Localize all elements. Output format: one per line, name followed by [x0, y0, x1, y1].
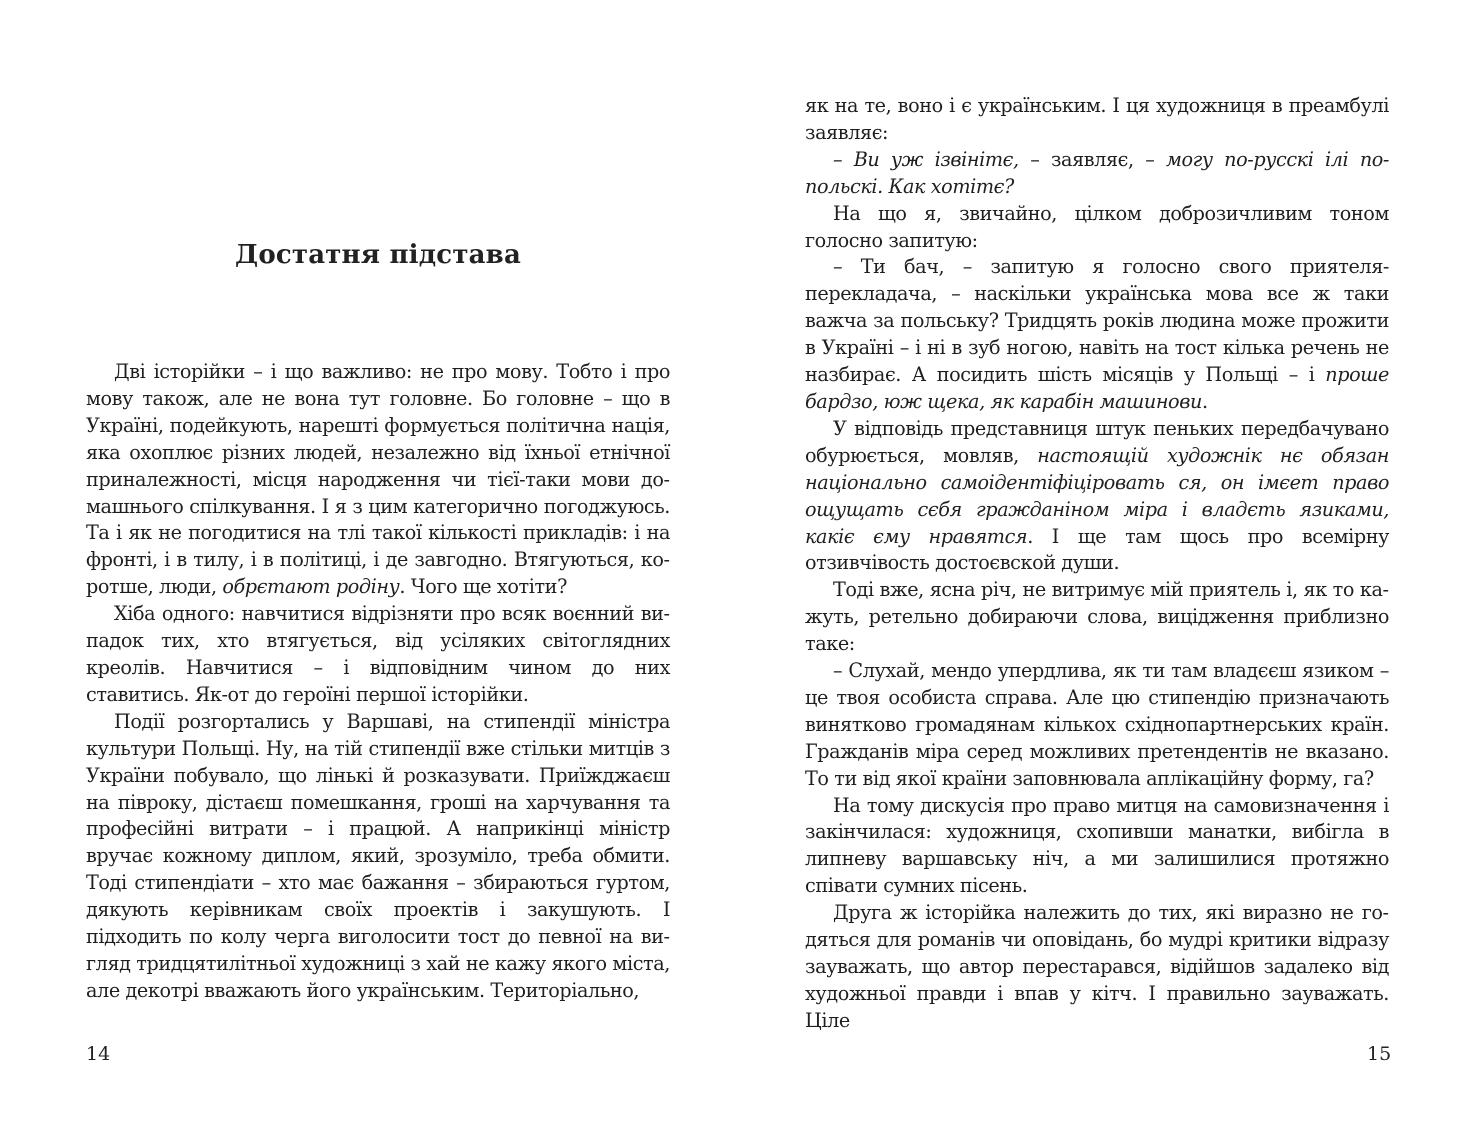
italic-text: могу по-русскі ілі по-польскі. Как хотітє?: [805, 147, 1390, 198]
paragraph: [805, 93, 1389, 147]
text-run: Тоді вже, ясна річ, не витримує мій приятель і, як то кажуть, ретельно добираючи слова, вицідження приблизно таке:: [805, 578, 1389, 656]
text-run: – Ти бач, – запитую я голосно свого приятеля-перекладача, – наскільки українська мова все ж таки важча за польську? Тридцять років людина може прожити в Україні – і ні в зуб ногою, навіть на тост кілька речень не назбирає. А посидить шість місяців у Польщі – і: [805, 255, 1389, 387]
paragraph: [86, 709, 670, 1005]
paragraph: [805, 900, 1389, 1035]
paragraph: [86, 359, 670, 601]
italic-text: Ви уж ізвінітє,: [853, 147, 1019, 171]
text-run: Хіба одного: навчитися відрізняти про всяк воєнний випадок тих, хто втягується, від усіляких світоглядних креолів. Навчитися – і відповідним чином до них ставитись. Як-от до героїні першої історійки.: [86, 602, 670, 706]
paragraph: [805, 416, 1389, 577]
italic-text: проше бардзо, юж щека, як карабін машинови: [805, 363, 1389, 413]
paragraph: [86, 601, 670, 709]
paragraph: [805, 793, 1389, 901]
text-run: –: [833, 147, 854, 171]
paragraph: [805, 201, 1389, 255]
paragraph: [805, 254, 1389, 415]
italic-text: настоящій художнік нє обязан національно самоідентіфіціровать ся, он імєет право ощущать сєбя гражданіном міра і владєть язиками, какіє єму нравятся: [805, 443, 1389, 548]
text-run: – заявляє, –: [1018, 147, 1166, 171]
text-run: . Чого ще хотіти?: [399, 575, 567, 599]
text-run: – Слухай, мендо упердлива, як ти там владєєш язиком – це твоя особиста справа. Але цю стипендію призначають винятково громадянам кількох східнопартнерських країн. Гражданів міра серед можливих претендентів не вказано. То ти від якої країни заповнювала аплікаційну форму, га?: [805, 659, 1389, 790]
text-run: На що я, звичайно, цілком доброзичливим тоном голосно запитую:: [805, 201, 1389, 252]
paragraph: [805, 658, 1389, 793]
right-page-text: [805, 93, 1389, 1035]
text-run: .: [1201, 389, 1208, 413]
chapter-title: Достатня підстава: [235, 240, 521, 270]
text-run: . І ще там щось про всемірну отзивчівость достоєвской души.: [805, 524, 1389, 575]
right-page: [737, 0, 1474, 1134]
page-number-left: 14: [86, 1043, 111, 1065]
left-page-text: [86, 359, 670, 1005]
text-run: як на те, воно і є українським. І ця художниця в преамбулі заявляє:: [805, 94, 1389, 144]
text-run: Дві історійки – і що важливо: не про мову. Тобто і про мову також, але не вона тут головне. Бо головне – що в Україні, подейкують, нарешті формується політична нація, яка охоплює різних людей, незалежно від їхньої етнічної приналежності, місця народження чи тієї-таки мови домашнього спілкування. І я з цим категорично погоджуюсь. Та і як не погодитися на тлі такої кількості прикладів: і на фронті, і в тилу, і в політиці, і де завгодно. Втягуються, коротше, люди,: [86, 360, 670, 599]
page-number-right: 15: [1367, 1043, 1392, 1065]
paragraph: [805, 577, 1389, 658]
paragraph: [805, 147, 1389, 201]
italic-text: обрєтают родіну: [222, 575, 400, 599]
text-run: На тому дискусія про право митця на самовизначення і закінчилася: художниця, схопивши манатки, вибігла в липневу варшавську ніч, а ми залишилися протяжно співати сумних пісень.: [805, 793, 1389, 898]
text-run: Друга ж історійка належить до тих, які виразно не годяться для романів чи оповідань, бо мудрі критики відразу зауважать, що автор перестарався, відійшов задалеко від художньої правди і впав у кітч. І правильно зауважать. Ціле: [805, 901, 1389, 1032]
text-run: У відповідь представниця штук пеньких передбачувано обурюється, мовляв,: [805, 416, 1389, 467]
text-run: Події розгортались у Варшаві, на стипендії міністра культури Польщі. Ну, на тій стипендії вже стільки митців з України побувало, що лінькі й розказувати. Приїжджаєш на півроку, дістаєш помешкання, гроші на харчування та професійні витрати – і працюй. А наприкінці міністр вручає кожному диплом, який, зрозуміло, треба обмити. Тоді стипендіати – хто має бажання – збираються гуртом, дякують керівникам своїх проектів і закушують. І підходить по колу черга виголосити тост до певної на вигляд тридцятилітньої художниці з хай не кажу якого міста, але декотрі вважають його українським. Територіально,: [86, 709, 670, 1002]
